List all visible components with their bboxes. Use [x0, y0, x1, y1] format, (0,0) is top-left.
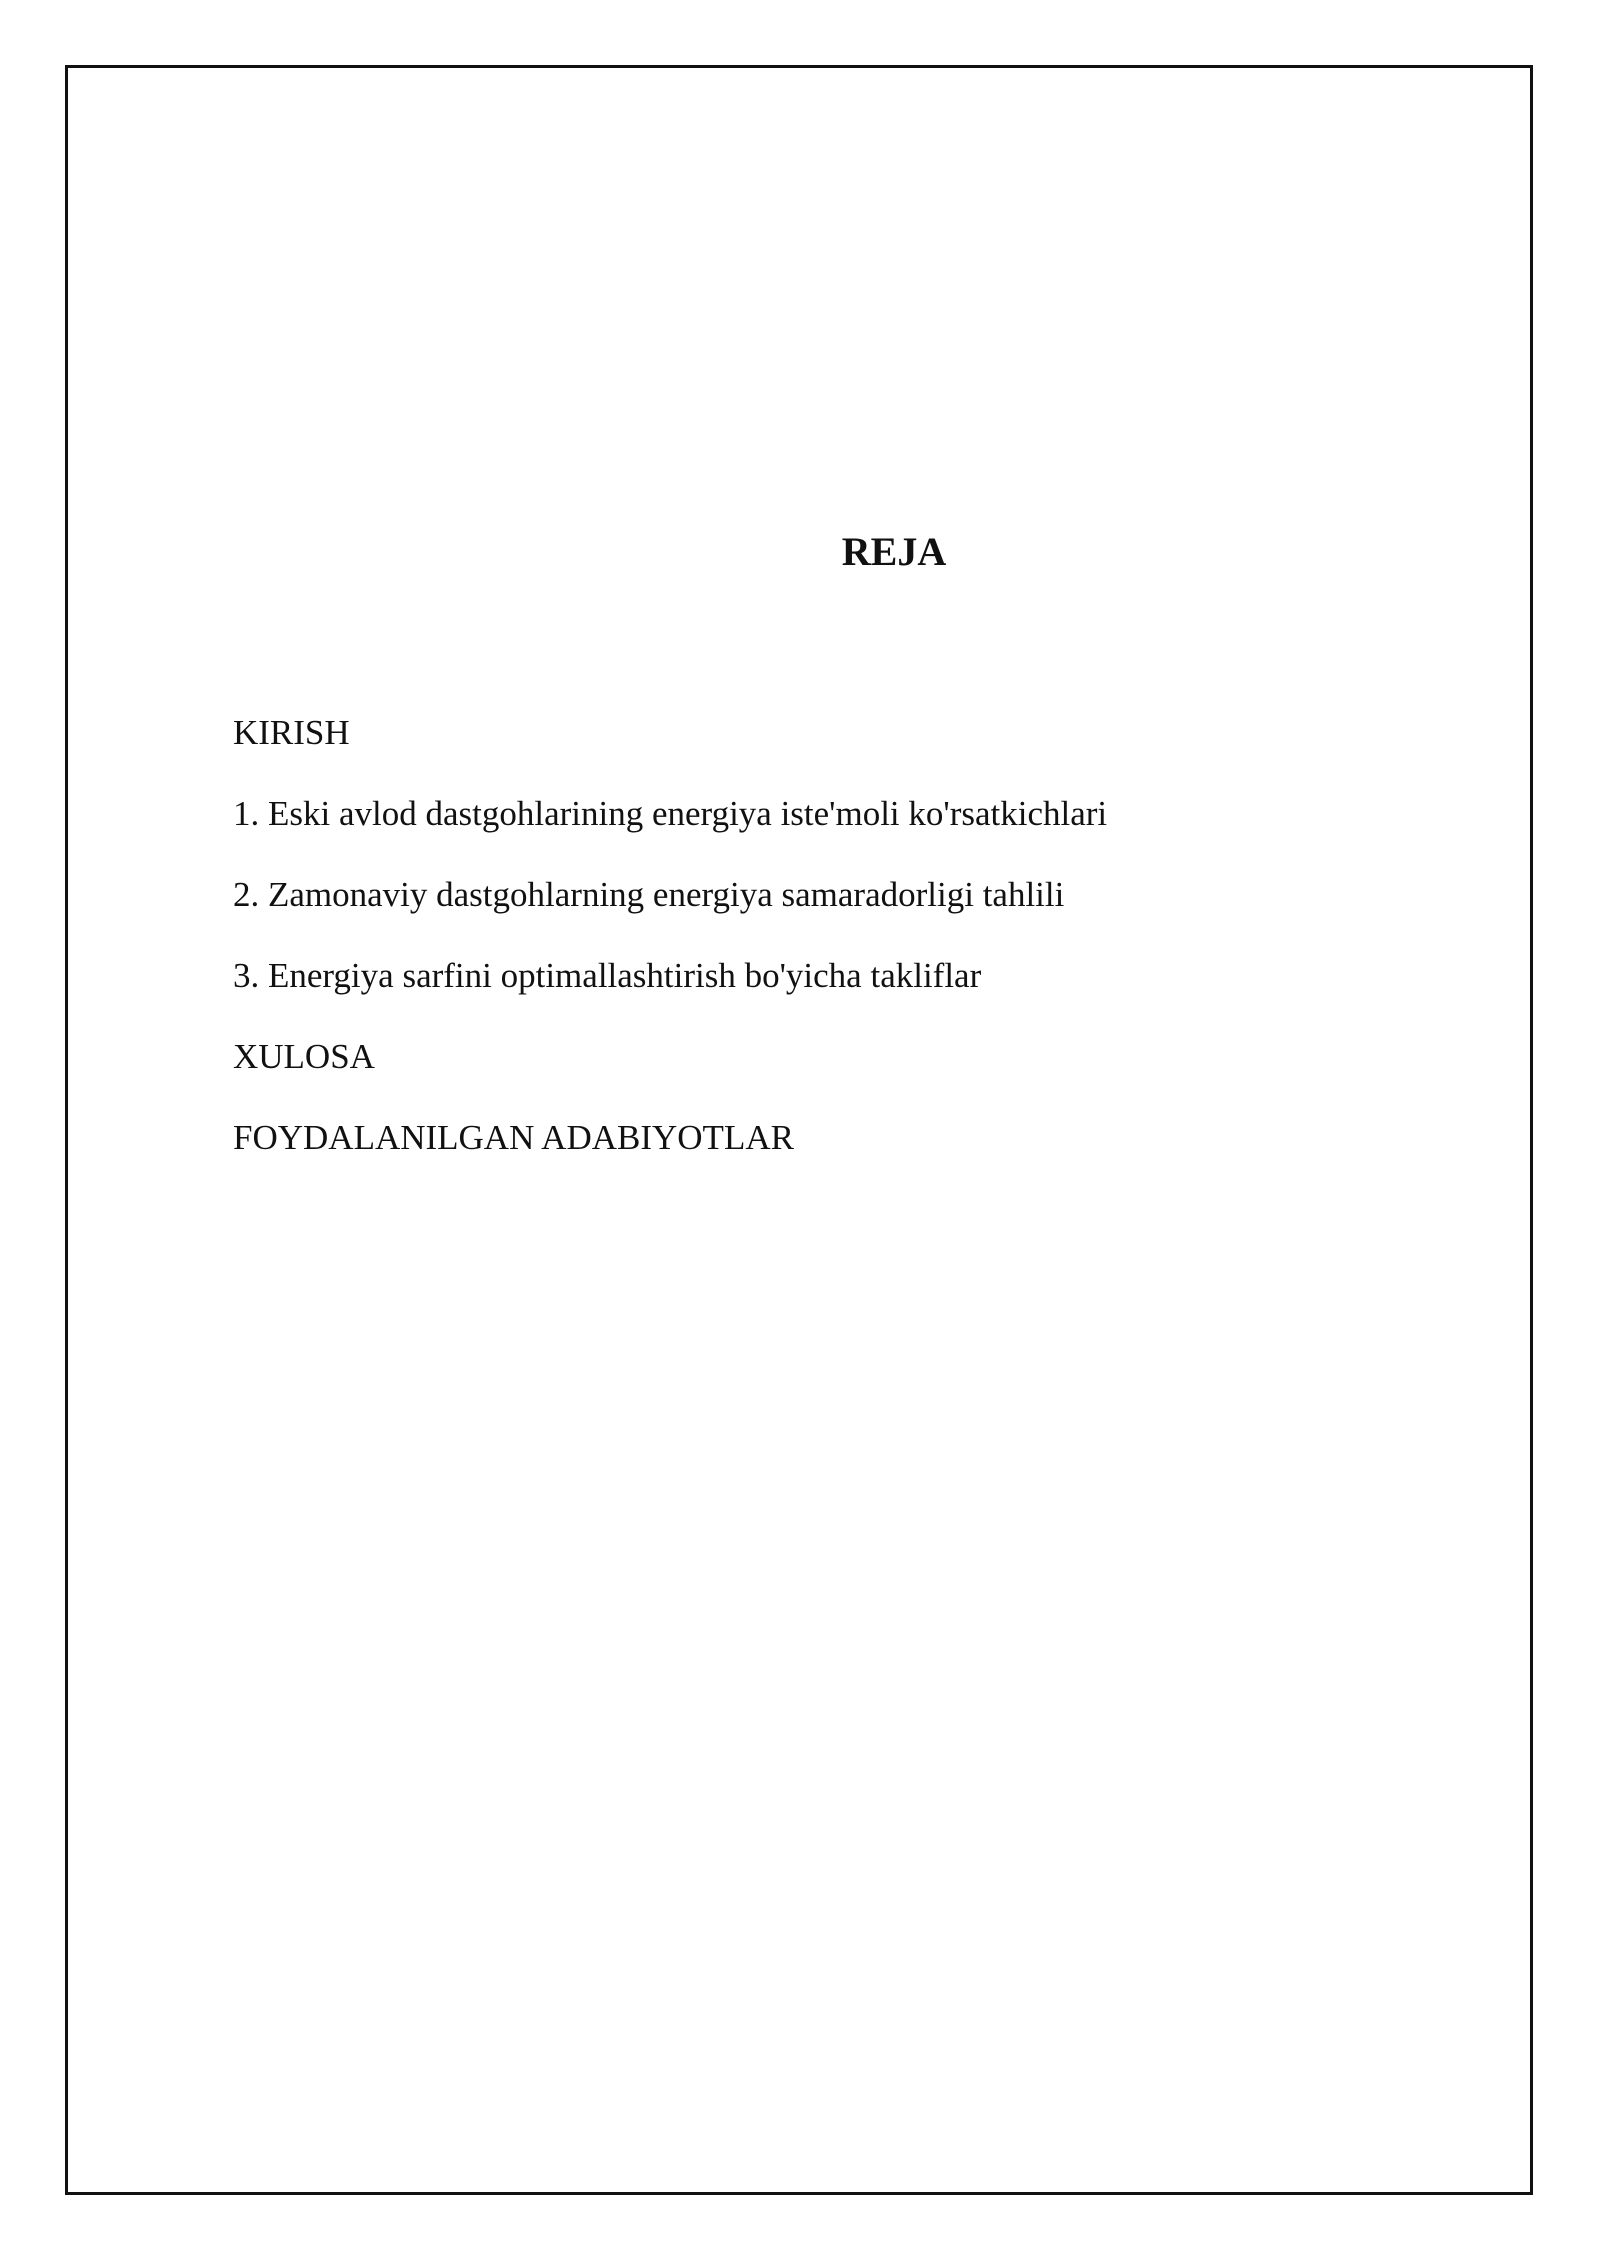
plan-item-conclusion: XULOSA [233, 1037, 375, 1076]
plan-item-references: FOYDALANILGAN ADABIYOTLAR [233, 1118, 794, 1157]
plan-item-section-1: 1. Eski avlod dastgohlarining energiya iste'moli ko'rsatkichlari [233, 794, 1108, 833]
page-border [65, 65, 1533, 2195]
plan-item-section-2: 2. Zamonaviy dastgohlarning energiya samaradorligi tahlili [233, 875, 1065, 914]
plan-item-introduction: KIRISH [233, 713, 350, 752]
plan-item-section-3: 3. Energiya sarfini optimallashtirish bo'yicha takliflar [233, 956, 982, 995]
plan-list [233, 713, 1107, 1199]
page-title: REJA [841, 529, 947, 574]
